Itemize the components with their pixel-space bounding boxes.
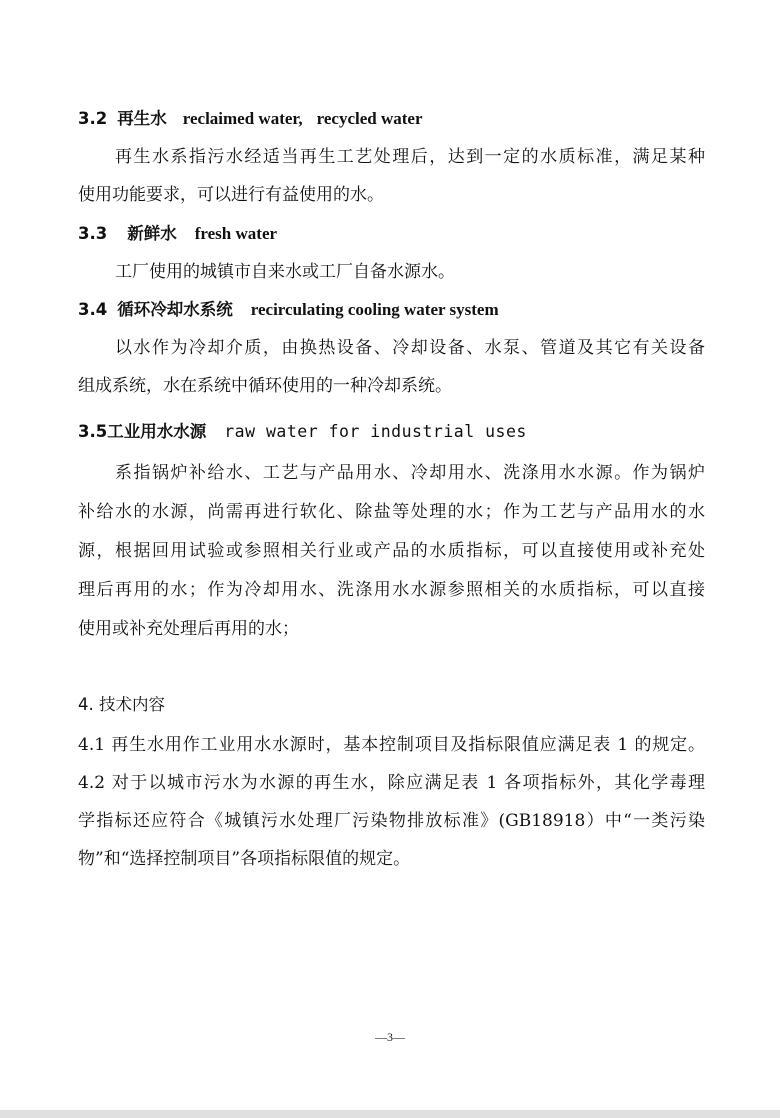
paragraph-line: 物”和“选择控制项目”各项指标限值的规定。 xyxy=(78,849,411,869)
section-title-en: raw water for industrial uses xyxy=(224,422,527,441)
section-3-5-heading xyxy=(78,420,527,444)
section-3-2-heading xyxy=(78,107,423,131)
section-title-cn: 再生水 xyxy=(117,109,167,128)
paragraph-line: 使用或补充处理后再用的水； xyxy=(78,619,299,639)
section-number: 3.5 xyxy=(78,422,108,441)
section-title-cn: 循环冷却水系统 xyxy=(117,300,233,319)
paragraph-line: 组成系统，水在系统中循环使用的一种冷却系统。 xyxy=(78,376,452,396)
paragraph-line: 系指锅炉补给水、工艺与产品用水、冷却用水、洗涤用水水源。作为锅炉 xyxy=(115,463,705,483)
section-title-en: recirculating cooling water system xyxy=(250,300,499,319)
paragraph-line: 理后再用的水；作为冷却用水、洗涤用水水源参照相关的水质指标，可以直接 xyxy=(78,580,705,600)
page-bottom-edge xyxy=(0,1110,780,1118)
paragraph-line: 工厂使用的城镇市自来水或工厂自备水源水。 xyxy=(115,262,455,282)
paragraph-line: 4.1 再生水用作工业用水水源时，基本控制项目及指标限值应满足表 1 的规定。 xyxy=(78,735,705,755)
paragraph-line: 再生水系指污水经适当再生工艺处理后，达到一定的水质标准，满足某种 xyxy=(115,147,705,167)
paragraph-line: 补给水的水源，尚需再进行软化、除盐等处理的水；作为工艺与产品用水的水 xyxy=(78,502,705,522)
section-number: 3.4 xyxy=(78,300,108,319)
paragraph-line: 源，根据回用试验或参照相关行业或产品的水质指标，可以直接使用或补充处 xyxy=(78,541,705,561)
page-number: —3— xyxy=(375,1030,405,1044)
paragraph-line: 以水作为冷却介质，由换热设备、冷却设备、水泵、管道及其它有关设备 xyxy=(115,338,705,358)
section-number: 3.2 xyxy=(78,109,108,128)
section-title-en-2: recycled water xyxy=(316,109,423,128)
section-title-cn: 新鲜水 xyxy=(127,224,177,243)
paragraph-line: 使用功能要求，可以进行有益使用的水。 xyxy=(78,185,384,205)
section-4-heading: 4. 技术内容 xyxy=(78,695,165,714)
paragraph-line: 学指标还应符合《城镇污水处理厂污染物排放标准》(GB18918）中“一类污染 xyxy=(78,811,705,831)
paragraph-line: 4.2 对于以城市污水为水源的再生水，除应满足表 1 各项指标外，其化学毒理 xyxy=(78,773,705,793)
section-3-4-heading xyxy=(78,298,499,322)
section-3-3-heading xyxy=(78,222,277,246)
section-title-en: reclaimed water, xyxy=(182,109,303,128)
section-title-en: fresh water xyxy=(194,224,278,243)
section-title-cn: 工业用水水源 xyxy=(107,422,207,441)
section-number: 3.3 xyxy=(78,224,108,243)
